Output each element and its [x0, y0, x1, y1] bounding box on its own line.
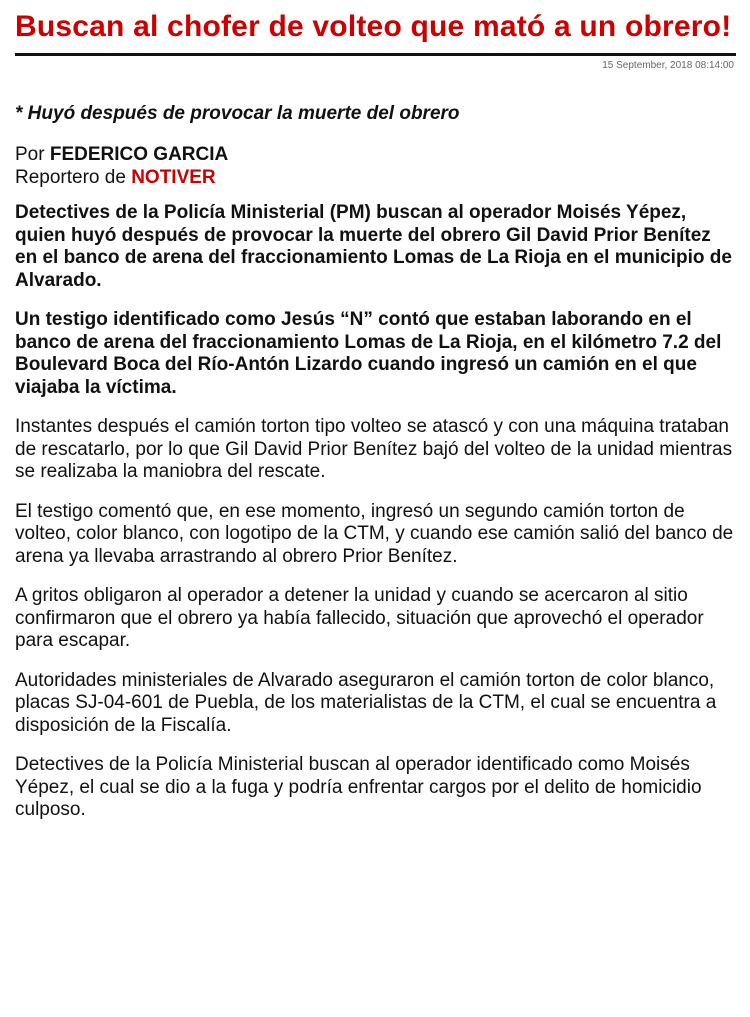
- body-paragraph: Detectives de la Policía Ministerial buscan al operador identificado como Moisés Yépez, el cual se dio a la fuga y podría enfrentar cargos por el delito de homicidio culposo.: [15, 754, 702, 820]
- lead-paragraph-2: Un testigo identificado como Jesús “N” contó que estaban laborando en el banco de arena del fraccionamiento Lomas de La Rioja, en el kilómetro 7.2 del Boulevard Boca del Río-Antón Lizardo cuando ingresó un camión en el que viajaba la víctima.: [15, 309, 722, 398]
- lead-paragraph-1: Detectives de la Policía Ministerial (PM) buscan al operador Moisés Yépez, quien huyó después de provocar la muerte del obrero Gil David Prior Benítez en el banco de arena del fraccionamiento Lomas de La Rioja en el municipio de Alvarado.: [15, 202, 732, 291]
- byline-role-prefix: Reportero de: [15, 167, 132, 188]
- article-headline: Buscan al chofer de volteo que mató a un obrero!: [15, 10, 732, 43]
- body-paragraph: El testigo comentó que, en ese momento, ingresó un segundo camión torton de volteo, color blanco, con logotipo de la CTM, y cuando ese camión salió del banco de arena ya llevaba arrastrando al obrero Prior Benítez.: [15, 500, 734, 567]
- outlet-name: NOTIVER: [131, 167, 216, 188]
- body-paragraph: A gritos obligaron al operador a detener la unidad y cuando se acercaron al sitio confirmaron que el obrero ya había fallecido, situación que aprovechó el operador para escapar.: [15, 585, 704, 651]
- byline-author-line: [15, 143, 736, 166]
- author-name: FEDERICO GARCIA: [49, 144, 229, 165]
- byline-role-line: [15, 166, 736, 189]
- headline-divider: [15, 53, 736, 56]
- byline: [15, 143, 736, 189]
- body-paragraph: Autoridades ministeriales de Alvarado aseguraron el camión torton de color blanco, placas SJ-04-601 de Puebla, de los materialistas de la CTM, el cual se encuentra a disposición de la Fiscalía.: [15, 669, 717, 736]
- article-subhead: * Huyó después de provocar la muerte del obrero: [15, 103, 460, 124]
- byline-prefix: Por: [15, 144, 50, 165]
- body-paragraph: Instantes después el camión torton tipo volteo se atascó y con una máquina trataban de rescatarlo, por lo que Gil David Prior Benítez bajó del volteo de la unidad mientras se realizaba la maniobra del rescate.: [15, 416, 733, 482]
- publish-timestamp: 15 September, 2018 08:14:00: [602, 60, 734, 71]
